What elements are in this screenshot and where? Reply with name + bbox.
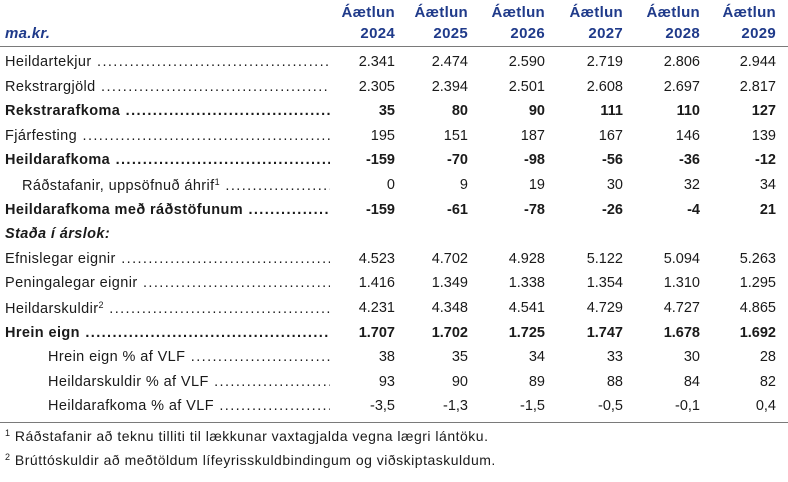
cell-value: -1,5 (520, 398, 545, 415)
cell-value: -61 (447, 201, 468, 218)
cell-value: 4.928 (508, 250, 545, 267)
table-row (0, 76, 788, 100)
cell-value: 1.678 (663, 324, 700, 341)
column-header-1 (325, 2, 395, 44)
unit-label: ma.kr. (5, 25, 51, 42)
row-label (5, 128, 330, 144)
cell-value: 0 (386, 177, 395, 193)
column-header-year: 2024 (360, 25, 395, 42)
cell-value: 1.692 (739, 324, 776, 341)
table-row (0, 248, 788, 272)
cell-value: 1.702 (431, 324, 468, 341)
cell-value: -36 (679, 152, 700, 169)
row-label (5, 79, 330, 95)
table-row (0, 322, 788, 346)
cell-value: 2.608 (586, 78, 623, 95)
cell-value: 2.394 (431, 78, 468, 95)
cell-value: 4.231 (358, 300, 395, 316)
table-row (0, 149, 788, 173)
row-label (5, 251, 330, 267)
cell-value: -26 (602, 201, 623, 218)
row-label-text: Staða í árslok: (5, 226, 111, 243)
cell-value: 2.474 (431, 54, 468, 70)
footnote-2 (5, 452, 496, 468)
cell-value: 34 (759, 177, 776, 193)
table-row (0, 395, 788, 419)
cell-value: 1.747 (586, 324, 623, 341)
row-label (22, 177, 330, 194)
cell-value: 32 (683, 177, 700, 193)
cell-value: 2.341 (358, 54, 395, 70)
cell-value: -98 (524, 152, 545, 169)
cell-value: 1.310 (663, 275, 700, 292)
footnote-marker: 2 (98, 300, 104, 310)
cell-value: -70 (447, 152, 468, 169)
column-header-line1: Áætlun (722, 4, 776, 21)
cell-value: 2.806 (663, 54, 700, 70)
cell-value: 28 (759, 349, 776, 366)
table-header (0, 0, 788, 47)
cell-value: 33 (606, 349, 623, 366)
cell-value: 111 (600, 103, 623, 120)
cell-value: 4.865 (739, 300, 776, 316)
cell-value: -4 (687, 201, 700, 218)
row-label-text: Heildartekjur (5, 54, 92, 70)
cell-value: 1.295 (739, 275, 776, 292)
cell-value: -12 (755, 152, 776, 169)
cell-value: 110 (676, 103, 700, 120)
cell-value: 35 (451, 349, 468, 366)
cell-value: 4.727 (663, 300, 700, 316)
cell-value: 4.541 (508, 300, 545, 316)
column-header-year: 2026 (510, 25, 545, 42)
table-row (0, 125, 788, 149)
row-label-text: Rekstrarafkoma (5, 103, 121, 120)
cell-value: 5.122 (586, 250, 623, 267)
row-label-text: Efnislegar eignir (5, 250, 116, 267)
row-label-text: Heildarafkoma (5, 152, 111, 169)
column-header-5 (630, 2, 700, 44)
cell-value: 4.348 (431, 300, 468, 316)
row-label (5, 202, 330, 218)
row-label-text: Rekstrargjöld (5, 78, 96, 95)
column-header-3 (475, 2, 545, 44)
cell-value: 0,4 (755, 398, 776, 415)
cell-value: 1.725 (508, 324, 545, 341)
cell-value: 2.697 (663, 78, 700, 95)
cell-value: 93 (378, 373, 395, 390)
cell-value: 151 (443, 127, 468, 144)
cell-value: 90 (451, 373, 468, 390)
row-label (5, 325, 330, 341)
table-row (0, 346, 788, 370)
column-header-year: 2025 (433, 25, 468, 42)
column-header-line1: Áætlun (569, 4, 623, 21)
cell-value: -78 (524, 201, 545, 218)
column-header-6 (706, 2, 776, 44)
row-label (5, 275, 330, 291)
footnote-text: Ráðstafanir að teknu tilliti til lækkunar vaxtagjalda vegna lægri lántöku. (10, 428, 489, 444)
cell-value: 1.338 (508, 275, 545, 292)
column-header-2 (398, 2, 468, 44)
cell-value: 88 (606, 373, 623, 390)
row-label-text: Heildarafkoma með ráðstöfunum (5, 201, 244, 218)
row-label (48, 374, 330, 390)
column-header-line1: Áætlun (414, 4, 468, 21)
table-row (0, 371, 788, 395)
cell-value: 2.817 (739, 78, 776, 95)
row-label (48, 398, 330, 414)
column-header-line1: Áætlun (646, 4, 700, 21)
cell-value: 90 (528, 103, 545, 120)
row-label-text: Hrein eign (5, 324, 80, 341)
cell-value: 4.523 (358, 250, 395, 267)
cell-value: 84 (683, 373, 700, 390)
column-header-year: 2028 (665, 25, 700, 42)
cell-value: 4.729 (586, 300, 623, 316)
cell-value: 82 (759, 373, 776, 390)
cell-value: 5.263 (739, 250, 776, 267)
footnote-mark: 2 (5, 452, 11, 462)
table-row (0, 51, 788, 75)
cell-value: 30 (683, 349, 700, 366)
cell-value: -56 (602, 152, 623, 169)
row-label-text: Heildarskuldir % af VLF (48, 373, 209, 390)
table-row (0, 223, 788, 247)
row-label-text: Heildarskuldir (5, 301, 99, 317)
row-label (48, 349, 330, 365)
footnote-1 (5, 428, 488, 444)
row-label-text: Hrein eign % af VLF (48, 349, 186, 366)
cell-value: 89 (528, 373, 545, 390)
row-label (5, 152, 330, 168)
cell-value: 38 (378, 349, 395, 366)
cell-value: 139 (751, 127, 776, 144)
cell-value: 35 (378, 103, 395, 120)
cell-value: 1.416 (358, 275, 395, 292)
cell-value: -0,1 (675, 398, 700, 415)
cell-value: -1,3 (443, 398, 468, 415)
cell-value: 187 (520, 127, 545, 144)
cell-value: 4.702 (431, 250, 468, 267)
cell-value: 127 (751, 103, 776, 120)
column-header-line1: Áætlun (341, 4, 395, 21)
cell-value: 167 (598, 127, 623, 144)
cell-value: 1.349 (431, 275, 468, 292)
column-header-year: 2029 (741, 25, 776, 42)
cell-value: 1.354 (586, 275, 623, 292)
table-row (0, 174, 788, 198)
cell-value: 21 (759, 201, 776, 218)
table-row (0, 199, 788, 223)
cell-value: 1.707 (358, 324, 395, 341)
footnote-text: Brúttóskuldir að meðtöldum lífeyrisskuldbindingum og viðskiptaskuldum. (10, 452, 496, 468)
cell-value: 2.501 (508, 78, 545, 95)
footnote-divider (0, 422, 788, 423)
cell-value: 146 (675, 127, 700, 144)
cell-value: 9 (459, 177, 468, 193)
cell-value: 2.719 (586, 54, 623, 70)
row-label (5, 54, 330, 70)
cell-value: 19 (528, 177, 545, 193)
row-label-text: Heildarafkoma % af VLF (48, 398, 214, 415)
section-label (5, 226, 305, 242)
cell-value: 2.305 (358, 78, 395, 95)
footnote-marker: 1 (214, 177, 220, 187)
cell-value: 30 (606, 177, 623, 193)
column-header-year: 2027 (588, 25, 623, 42)
row-label-text: Fjárfesting (5, 127, 78, 144)
cell-value: -3,5 (370, 398, 395, 415)
footnote-mark: 1 (5, 428, 11, 438)
cell-value: 34 (528, 349, 545, 366)
cell-value: -159 (365, 201, 395, 218)
cell-value: -159 (365, 152, 395, 169)
column-header-4 (553, 2, 623, 44)
column-header-line1: Áætlun (491, 4, 545, 21)
table-row (0, 100, 788, 124)
cell-value: 5.094 (663, 250, 700, 267)
table-row (0, 297, 788, 321)
row-label-text: Peningalegar eignir (5, 275, 138, 292)
row-label (5, 300, 330, 317)
cell-value: 195 (370, 127, 395, 144)
cell-value: -0,5 (598, 398, 623, 415)
cell-value: 2.590 (508, 54, 545, 70)
cell-value: 80 (451, 103, 468, 120)
row-label (5, 103, 330, 119)
row-label-text: Ráðstafanir, uppsöfnuð áhrif (22, 178, 215, 194)
table-row (0, 272, 788, 296)
cell-value: 2.944 (739, 54, 776, 70)
